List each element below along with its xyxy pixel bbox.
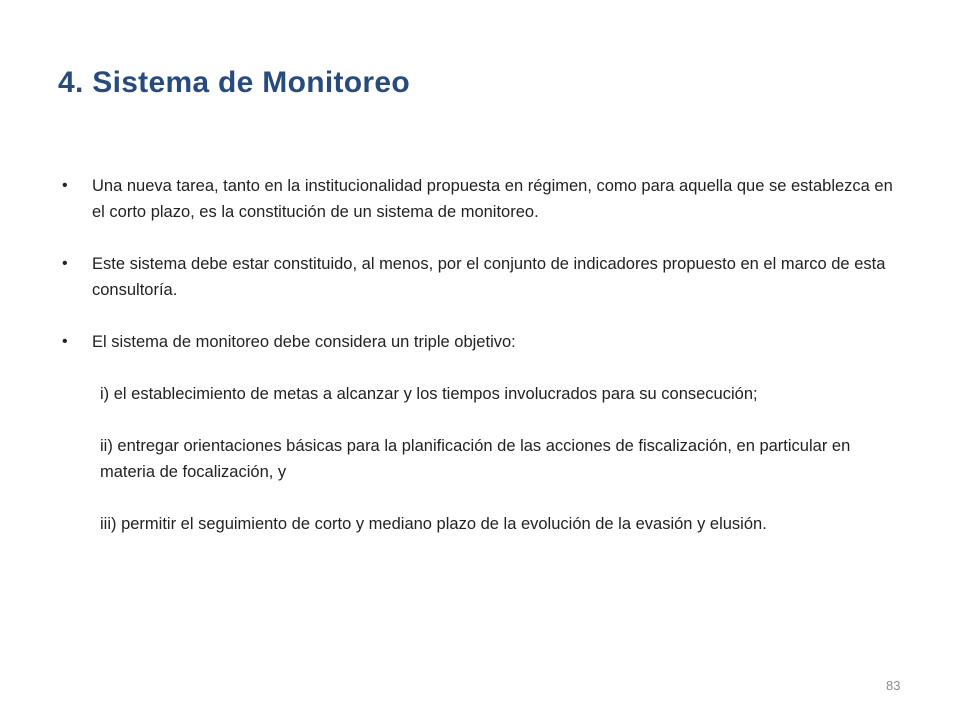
page-number: 83: [886, 678, 901, 693]
slide-body: [62, 173, 902, 563]
bullet-marker: •: [62, 333, 68, 350]
bullet-text: Este sistema debe estar constituido, al menos, por el conjunto de indicadores propuesto en el marco de esta consultoría.: [92, 255, 886, 299]
sub-item: iii) permitir el seguimiento de corto y mediano plazo de la evolución de la evasión y elusión.: [100, 515, 767, 533]
sub-item: ii) entregar orientaciones básicas para la planificación de las acciones de fiscalización, en particular en materia de focalización, y: [100, 437, 851, 481]
bullet-item: [62, 173, 902, 225]
bullet-marker: •: [62, 255, 68, 272]
bullet-item: [62, 251, 902, 303]
bullet-text: El sistema de monitoreo debe considera un triple objetivo:: [92, 333, 516, 351]
bullet-item: [62, 329, 902, 355]
bullet-text: Una nueva tarea, tanto en la institucionalidad propuesta en régimen, como para aquella que se establezca en el corto plazo, es la constitución de un sistema de monitoreo.: [92, 177, 893, 221]
slide-title: 4. Sistema de Monitoreo: [58, 66, 410, 99]
sub-item: i) el establecimiento de metas a alcanzar y los tiempos involucrados para su consecución;: [100, 385, 758, 403]
bullet-marker: •: [62, 177, 68, 194]
